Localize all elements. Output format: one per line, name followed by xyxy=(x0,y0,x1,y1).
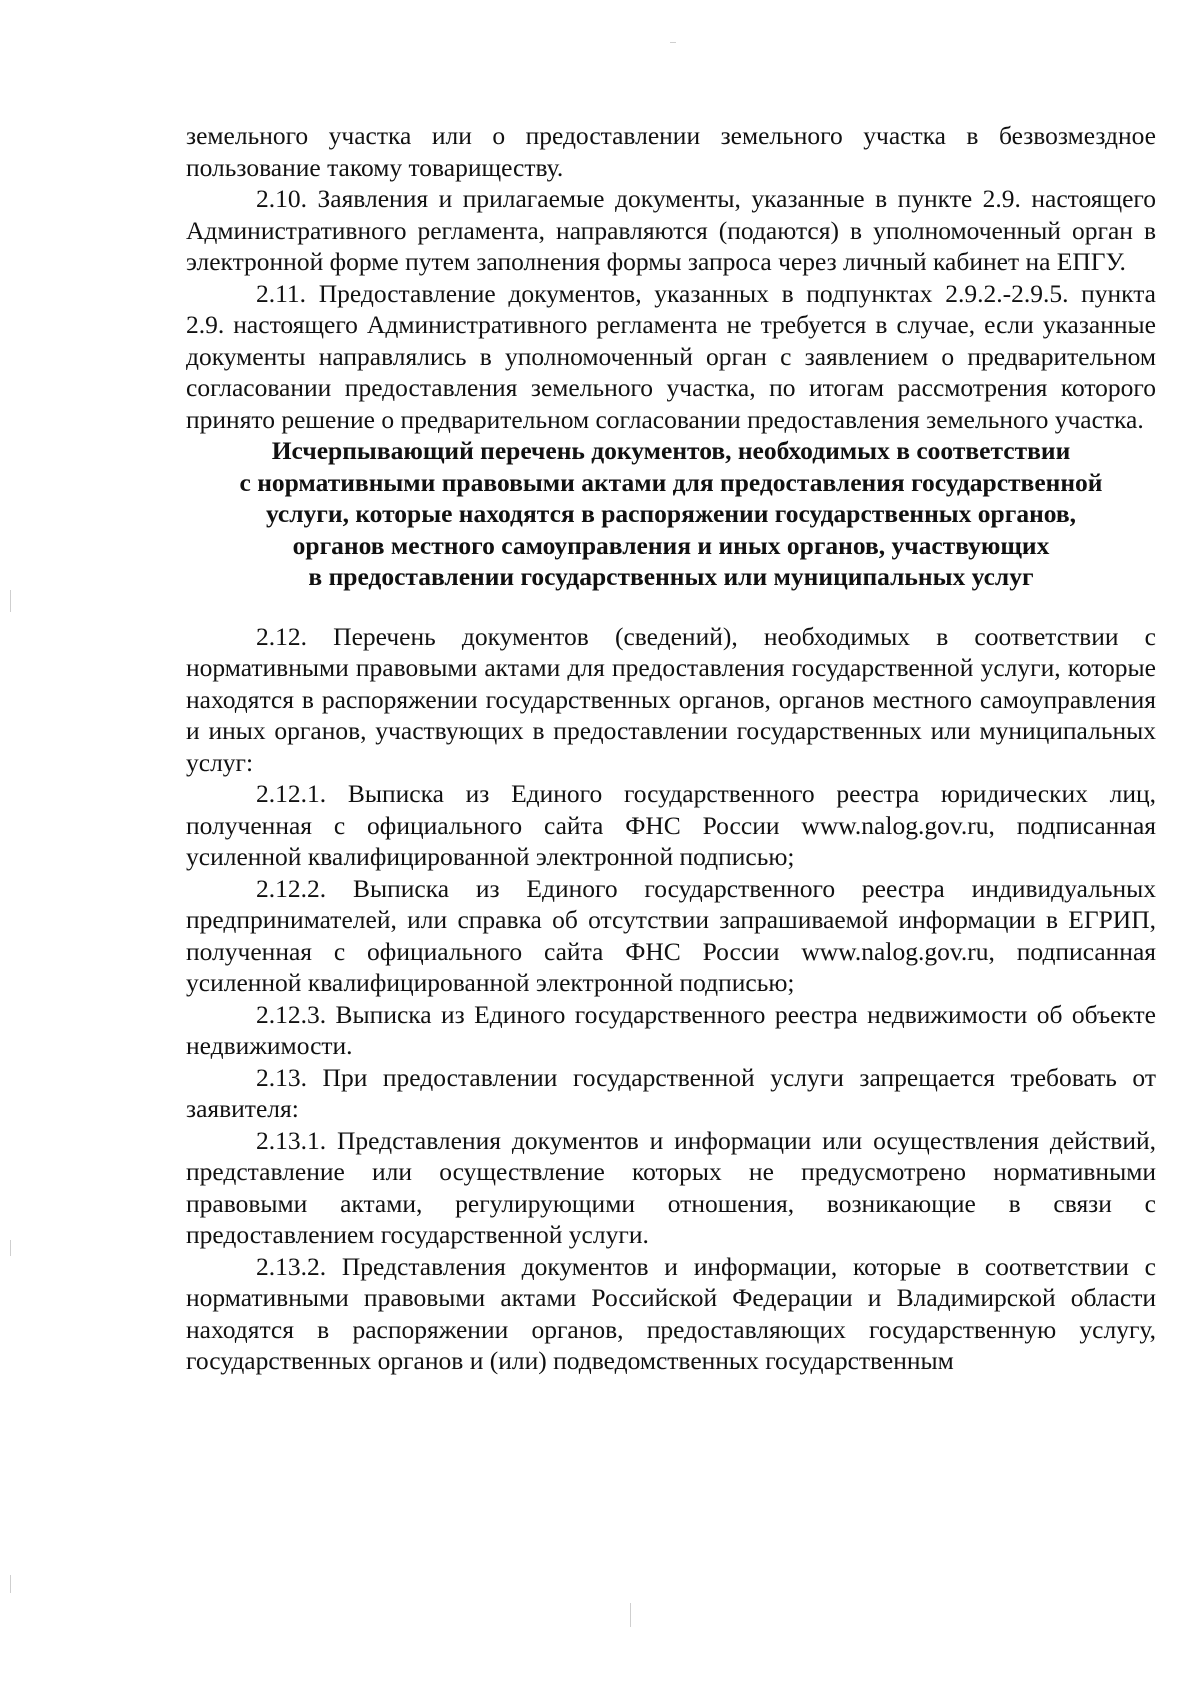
scan-artifact xyxy=(10,590,11,612)
scan-artifact xyxy=(670,42,676,43)
scan-artifact xyxy=(630,1603,631,1627)
paragraph-2-13-2: 2.13.2. Представления документов и информации, которые в соответствии с нормативными правовыми актами Российской Федерации и Владимирской области находятся в распоряжении органов, предоставляющих государственную услугу, государственных органов и (или) подведомственных государственным xyxy=(186,1251,1156,1375)
section-heading xyxy=(186,435,1156,593)
paragraph-2-10: 2.10. Заявления и прилагаемые документы, указанные в пункте 2.9. настоящего Административного регламента, направляются (подаются) в уполномоченный орган в электронной форме путем заполнения формы запроса через личный кабинет на ЕПГУ. xyxy=(186,184,1156,276)
paragraph-2-13-1: 2.13.1. Представления документов и информации или осуществления действий, представление или осуществление которых не предусмотрено нормативными правовыми актами, регулирующими отношения, возникающие в связи с предоставлением государственной услуги. xyxy=(186,1125,1156,1249)
heading-line: услуги, которые находятся в распоряжении государственных органов, xyxy=(265,499,1077,528)
document-body xyxy=(186,120,1156,1377)
heading-line: в предоставлении государственных или муниципальных услуг xyxy=(308,562,1034,591)
paragraph-2-11: 2.11. Предоставление документов, указанных в подпунктах 2.9.2.-2.9.5. пункта 2.9. настоящего Административного регламента не требуется в случае, если указанные документы направлялись в уполномоченный орган с заявлением о предварительном согласовании предоставления земельного участка, по итогам рассмотрения которого принято решение о предварительном согласовании предоставления земельного участка. xyxy=(186,278,1156,434)
heading-line: с нормативными правовыми актами для предоставления государственной xyxy=(239,467,1103,497)
paragraph-2-12-2: 2.12.2. Выписка из Единого государственного реестра индивидуальных предпринимателей, или справка об отсутствии запрашиваемой информации в ЕГРИП, полученная с официального сайта ФНС России www.nalog.gov.ru, подписанная усиленной квалифицированной электронной подписью; xyxy=(186,873,1156,997)
heading-line: Исчерпывающий перечень документов, необходимых в соответствии xyxy=(271,436,1071,465)
paragraph-2-13: 2.13. При предоставлении государственной услуги запрещается требовать от заявителя: xyxy=(186,1062,1156,1123)
paragraph-2-12-1: 2.12.1. Выписка из Единого государственного реестра юридических лиц, полученная с официального сайта ФНС России www.nalog.gov.ru, подписанная усиленной квалифицированной электронной подписью; xyxy=(186,779,1156,871)
paragraph-continuation: земельного участка или о предоставлении земельного участка в безвозмездное пользование такому товариществу. xyxy=(186,121,1156,182)
scan-artifact xyxy=(10,1240,11,1256)
scan-artifact xyxy=(10,1575,11,1593)
paragraph-2-12-3: 2.12.3. Выписка из Единого государственного реестра недвижимости об объекте недвижимости. xyxy=(186,999,1156,1060)
heading-line: органов местного самоуправления и иных органов, участвующих xyxy=(292,530,1050,560)
paragraph-2-12: 2.12. Перечень документов (сведений), необходимых в соответствии с нормативными правовыми актами для предоставления государственной услуги, которые находятся в распоряжении государственных органов, органов местного самоуправления и иных органов, участвующих в предоставлении государственных или муниципальных услуг: xyxy=(186,621,1156,777)
